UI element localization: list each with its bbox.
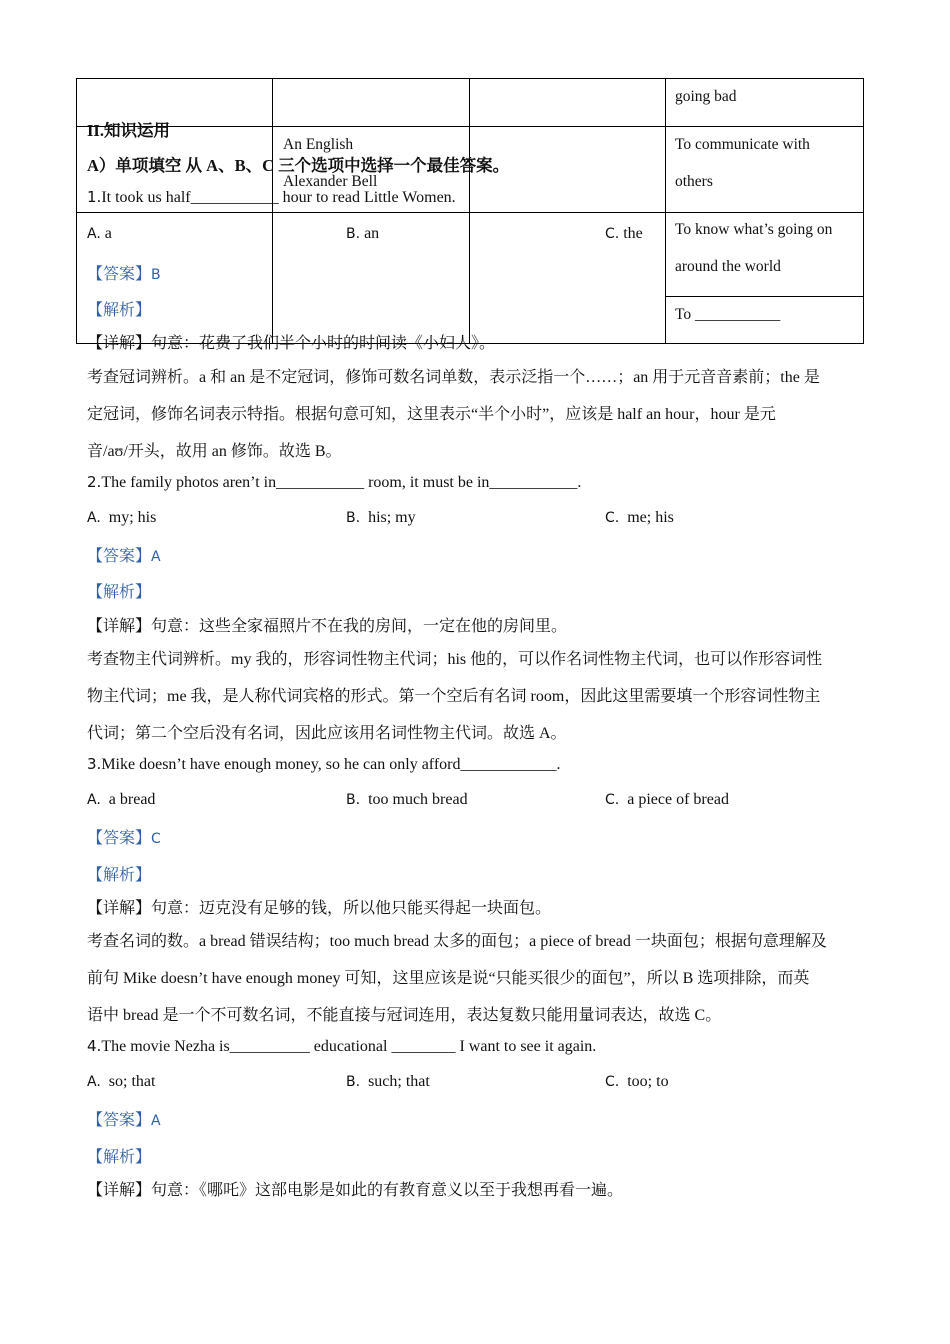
table-border-left [76, 78, 77, 344]
table-row-line-1 [76, 126, 864, 127]
question-4-option-b: B. such; that [346, 1073, 430, 1090]
question-3-explanation-line-3: 语中 bread 是一个不可数名词，不能直接与冠词连用，表达复数只能用量词表达，故选 C。 [87, 1007, 722, 1024]
question-3-option-a: A. a bread [87, 791, 156, 808]
question-1-analysis-label: 【解析】 [87, 302, 152, 319]
question-4-detail: 【详解】句意：《哪吒》这部电影是如此的有教育意义以至于我想再看一遍。 [87, 1182, 624, 1199]
question-2-answer: 【答案】A [87, 548, 161, 565]
question-3-option-b: B. too much bread [346, 791, 468, 808]
table-divider-3 [665, 78, 666, 344]
question-1-number: 1. [87, 188, 102, 206]
question-4-option-c: C. too; to [605, 1073, 669, 1090]
question-4-answer: 【答案】A [87, 1112, 161, 1129]
table-divider-1 [272, 78, 273, 344]
question-3-analysis-label: 【解析】 [87, 867, 152, 884]
question-1-option-a: A. a [87, 225, 112, 242]
question-4-analysis-label: 【解析】 [87, 1149, 152, 1166]
question-2-detail: 【详解】句意：这些全家福照片不在我的房间，一定在他的房间里。 [87, 618, 568, 635]
question-3-explanation-line-2: 前句 Mike doesn’t have enough money 可知，这里应该是说“只能买很少的面包”，所以 B 选项排除，而英 [87, 970, 810, 987]
section-heading: II.知识运用 [87, 121, 170, 140]
question-2-explanation-line-2: 物主代词；me 我，是人称代词宾格的形式。第一个空后有名词 room，因此这里需要填一个形容词性物主 [87, 688, 821, 705]
question-2-analysis-label: 【解析】 [87, 584, 152, 601]
question-1-explanation-line-1: 考查冠词辨析。a 和 an 是不定冠词，修饰可数名词单数，表示泛指一个……；an 用于元音音素前；the 是 [87, 369, 820, 386]
question-1-explanation-line-3: 音/aʊ/开头，故用 an 修饰。故选 B。 [87, 443, 342, 460]
question-3-option-c: C. a piece of bread [605, 791, 729, 808]
question-1-explanation-line-2: 定冠词，修饰名词表示特指。根据句意可知，这里表示“半个小时”，应该是 half an hour，hour 是元 [87, 406, 776, 423]
question-1-stem [87, 188, 456, 207]
question-2-option-c: C. me; his [605, 509, 674, 526]
question-1-detail: 【详解】句意：花费了我们半个小时的时间读《小妇人》。 [87, 335, 496, 352]
question-1-answer: 【答案】B [87, 266, 161, 283]
question-3-explanation-line-1: 考查名词的数。a bread 错误结构；too much bread 太多的面包；a piece of bread 一块面包；根据句意理解及 [87, 933, 827, 950]
table-border-top [76, 78, 864, 79]
table-cell-communicate-2: others [675, 173, 713, 190]
section-subheading: A）单项填空 从 A、B、C 三个选项中选择一个最佳答案。 [87, 156, 510, 175]
table-cell-know-1: To know what’s going on [675, 221, 833, 238]
question-2-explanation-line-1: 考查物主代词辨析。my 我的，形容词性物主代词；his 他的，可以作名词性物主代词，也可以作形容词性 [87, 651, 823, 668]
question-1-option-b: B. an [346, 225, 380, 242]
question-3-detail: 【详解】句意：迈克没有足够的钱，所以他只能买得起一块面包。 [87, 900, 552, 917]
table-cell-communicate-1: To communicate with [675, 136, 810, 153]
question-3-stem: 3.Mike doesn’t have enough money, so he can only afford____________. [87, 755, 561, 773]
question-2-option-a: A. my; his [87, 509, 157, 526]
table-divider-2 [469, 78, 470, 344]
question-3-answer: 【答案】C [87, 830, 161, 847]
question-4-option-a: A. so; that [87, 1073, 156, 1090]
table-row-line-2 [76, 212, 864, 213]
table-cell-bell: Alexander Bell [283, 173, 378, 190]
table-cell-to: To ___________ [675, 306, 781, 323]
question-4-stem: 4.The movie Nezha is__________ educational ________ I want to see it again. [87, 1037, 597, 1055]
question-1-text: It took us half___________ hour to read Little Women. [101, 189, 456, 206]
table-cell-english: An English [283, 136, 354, 153]
table-cell-going-bad: going bad [675, 88, 737, 105]
question-2-explanation-line-3: 代词；第二个空后没有名词，因此应该用名词性物主代词。故选 A。 [87, 725, 567, 742]
table-row-line-3 [665, 296, 864, 297]
question-2-option-b: B. his; my [346, 509, 416, 526]
table-border-right [863, 78, 864, 344]
table-cell-know-2: around the world [675, 258, 781, 275]
overlay-table [76, 78, 864, 344]
question-1-option-c: C. the [605, 225, 643, 242]
question-2-stem: 2.The family photos aren’t in___________ room, it must be in___________. [87, 473, 582, 491]
